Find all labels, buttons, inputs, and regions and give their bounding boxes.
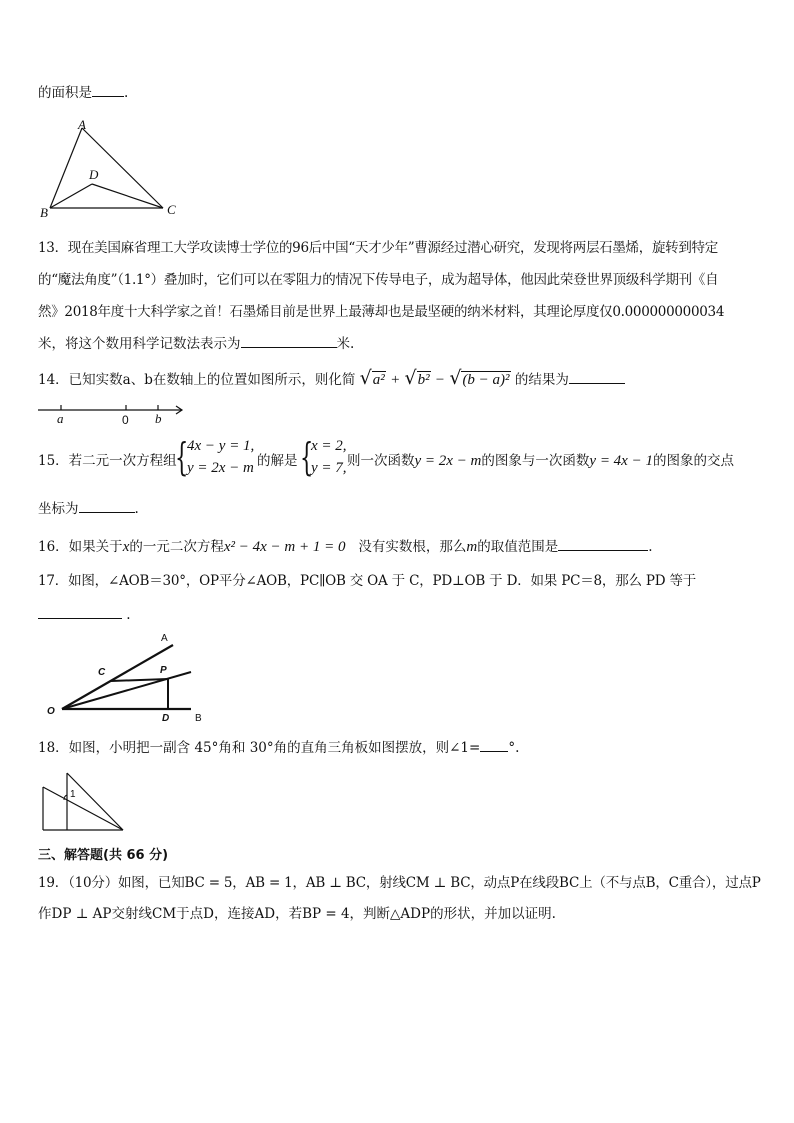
label-P: P [160, 665, 167, 676]
answer-blank[interactable] [38, 604, 122, 619]
section-title: 三、解答题(共 66 分) [38, 848, 169, 863]
sqrt-symbol: √ [449, 367, 462, 389]
answer-blank[interactable] [558, 536, 648, 551]
q14-line: 14．已知实数a、b在数轴上的位置如图所示，则化简 √a² + √b² − √(b − a)² 的结果为 [38, 369, 625, 389]
answer-blank[interactable] [79, 498, 135, 513]
triangle-figure-12 [30, 112, 190, 222]
answer-blank[interactable] [92, 82, 124, 97]
triangle-boards-figure-18 [36, 770, 136, 836]
q13-line1: 13．现在美国麻省理工大学攻读博士学位的96后中国“天才少年”曹源经过潜心研究，发现将两层石墨烯，旋转到特定 [38, 240, 718, 256]
sqrt-symbol: √ [359, 367, 372, 389]
solution-x: x = 2, [311, 438, 347, 454]
q16-line: 16．如果关于x的一元二次方程x² − 4x − m + 1 = 0 没有实数根，那么m的取值范围是 . [38, 536, 653, 556]
q13-line4: 米，将这个数用科学记数法表示为 米. [38, 333, 354, 353]
q12-tail: 的面积是 . [38, 82, 128, 102]
q18-line: 18．如图，小明把一副含 45°角和 30°角的直角三角板如图摆放，则∠1= °. [38, 737, 519, 757]
q13-line3: 然》2018年度十大科学家之首！石墨烯目前是世界上最薄却也是最坚硬的纳米材料，其理论厚度仅0.000000000034 [38, 304, 725, 320]
q15-mid: 的解是 [257, 453, 298, 469]
q17-line2: . [38, 604, 131, 624]
label-b: b [155, 411, 162, 426]
left-brace: { [175, 435, 189, 479]
label-B: B [195, 713, 202, 724]
system-eq1: 4x − y = 1, [187, 438, 255, 454]
q19-line1: 19．（10分）如图，已知BC = 5，AB = 1，AB ⊥ BC，射线CM ⊥ BC，动点P在线段BC上（不与点B，C重合），过点P [38, 875, 761, 891]
sqrt-symbol: √ [404, 367, 417, 389]
label-D: D [162, 713, 170, 724]
label-A: A [161, 633, 168, 644]
label-zero: 0 [122, 413, 129, 427]
solution-y: y = 7, [311, 460, 347, 476]
label-A: A [78, 117, 86, 132]
q15-prefix: 15．若二元一次方程组 [38, 453, 177, 469]
label-D: D [89, 167, 99, 182]
label-C: C [167, 202, 176, 217]
q15-line2: 坐标为 . [38, 498, 139, 518]
q15-rest: 则一次函数y = 2x − m的图象与一次函数y = 4x − 1的图象的交点 [347, 453, 734, 469]
angle-label-1: 1 [70, 789, 76, 800]
q13-line2: 的“魔法角度”（1.1°）叠加时，它们可以在零阻力的情况下传导电子，成为超导体，他因此荣登世界顶级科学期刊《自 [38, 272, 719, 288]
answer-blank[interactable] [480, 737, 508, 752]
label-O: O [47, 706, 55, 717]
label-B: B [40, 205, 48, 220]
q17-line1: 17．如图，∠AOB＝30°，OP平分∠AOB，PC∥OB 交 OA 于 C，PD⊥OB 于 D．如果 PC＝8，那么 PD 等于 [38, 573, 697, 589]
label-a: a [57, 411, 64, 426]
answer-blank[interactable] [569, 369, 625, 384]
left-brace: { [300, 435, 314, 479]
system-eq2: y = 2x − m [187, 460, 254, 476]
answer-blank[interactable] [241, 333, 337, 348]
label-C: C [98, 667, 106, 678]
q19-line2: 作DP ⊥ AP交射线CM于点D，连接AD，若BP = 4，判断△ADP的形状，并加以证明. [38, 906, 556, 922]
